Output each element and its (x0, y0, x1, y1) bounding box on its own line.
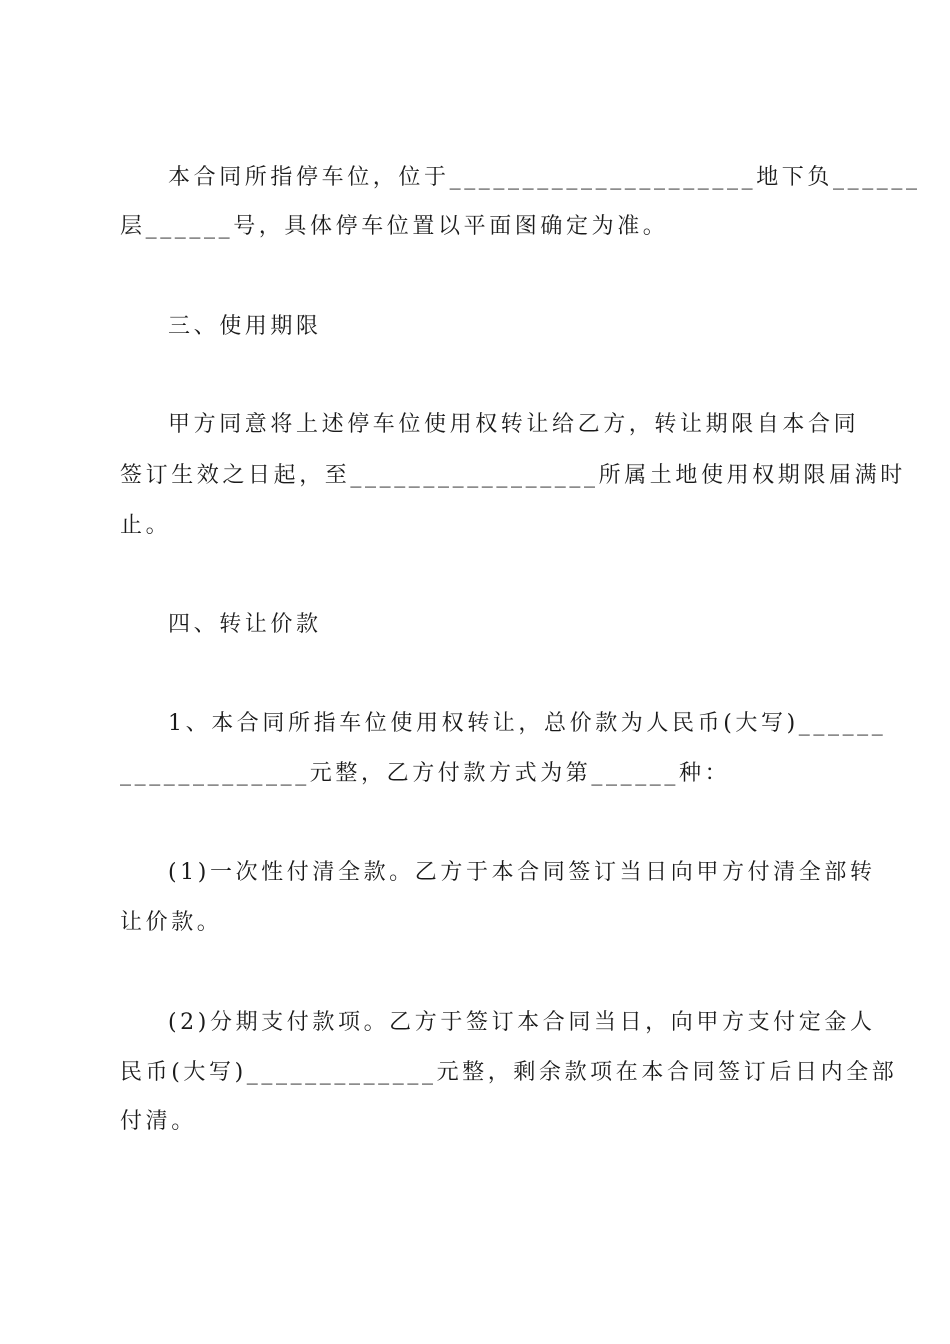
paragraph-price-line-1: 1、本合同所指车位使用权转让，总价款为人民币(大写)______ (168, 711, 887, 736)
paragraph-option-2-line-3: 付清。 (120, 1109, 197, 1134)
section-heading-usage-period: 三、使用期限 (168, 314, 322, 339)
paragraph-option-1-line-1: (1)一次性付清全款。乙方于本合同签订当日向甲方付清全部转 (168, 860, 876, 885)
section-heading-transfer-price: 四、转让价款 (168, 612, 322, 637)
paragraph-option-2-line-1: (2)分期支付款项。乙方于签订本合同当日，向甲方支付定金人 (168, 1010, 876, 1035)
paragraph-location-line-1: 本合同所指停车位，位于_____________________地下负______ (168, 165, 921, 190)
paragraph-period-line-1: 甲方同意将上述停车位使用权转让给乙方，转让期限自本合同 (168, 412, 860, 437)
paragraph-period-line-2: 签订生效之日起，至_________________所属土地使用权期限届满时 (120, 463, 906, 488)
paragraph-option-2-line-2: 民币(大写)_____________元整，剩余款项在本合同签订后日内全部 (120, 1060, 898, 1085)
paragraph-period-line-3: 止。 (120, 513, 172, 538)
paragraph-location-line-2: 层______号，具体停车位置以平面图确定为准。 (120, 214, 669, 239)
paragraph-option-1-line-2: 让价款。 (120, 910, 223, 935)
paragraph-price-line-2: _____________元整，乙方付款方式为第______种： (120, 761, 731, 786)
